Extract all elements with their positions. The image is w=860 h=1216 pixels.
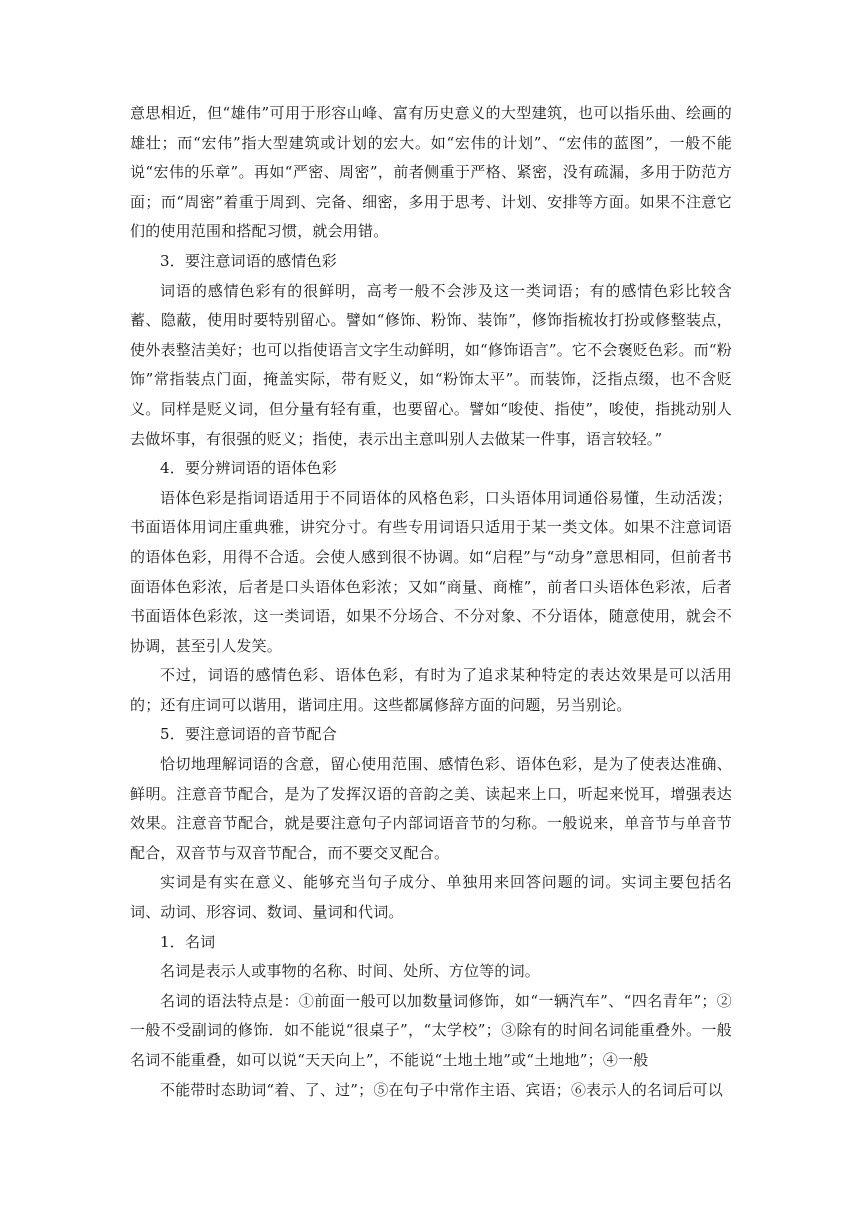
paragraph-content-words: 实词是有实在意义、能够充当句子成分、单独用来回答问题的词。实词主要包括名词、动词、形容词、数词、量词和代词。 <box>130 873 732 922</box>
document-body <box>130 99 732 1105</box>
section-heading-nouns: 1．名词 <box>160 932 216 951</box>
paragraph-noun-grammar: 名词的语法特点是：①前面一般可以加数量词修饰，如“一辆汽车”、“四名青年”；②一般不受副词的修饰．如不能说“很桌子”，“太学校”；③除有的时间名词能重叠外。一般名词不能重叠，如可以说“天天向上”，不能说“土地土地”或“土地地”；④一般 <box>130 991 732 1069</box>
section-heading-syllable-matching: 5．要注意词语的音节配合 <box>160 725 337 744</box>
section-heading-emotional-color: 3．要注意词语的感情色彩 <box>160 251 337 270</box>
paragraph-syllable-matching: 恰切地理解词语的含意，留心使用范围、感情色彩、语体色彩，是为了使表达准确、鲜明。注意音节配合，是为了发挥汉语的音韵之美、读起来上口，听起来悦耳，增强表达效果。注意音节配合，就是要注意句子内部词语音节的匀称。一般说来，单音节与单音节配合，双音节与双音节配合，而不要交叉配合。 <box>130 755 732 862</box>
paragraph-register-color: 语体色彩是指词语适用于不同语体的风格色彩，口头语体用词通俗易懂，生动活泼；书面语体用词庄重典雅，讲究分寸。有些专用词语只适用于某一类文体。如果不注意词语的语体色彩，用得不合适。会使人感到很不协调。如“启程”与“动身”意思相同，但前者书面语体色彩浓，后者是口头语体色彩浓；又如“商量、商榷”，前者口头语体色彩浓，后者书面语体色彩浓，这一类词语，如果不分场合、不分对象、不分语体，随意使用，就会不协调，甚至引人发笑。 <box>130 488 732 655</box>
paragraph-continuation: 意思相近，但“雄伟”可用于形容山峰、富有历史意义的大型建筑，也可以指乐曲、绘画的雄壮；而“宏伟”指大型建筑或计划的宏大。如“宏伟的计划”、“宏伟的蓝图”，一般不能说“宏伟的乐章”。再如“严密、周密”，前者侧重于严格、紧密，没有疏漏，多用于防范方面；而“周密”着重于周到、完备、细密，多用于思考、计划、安排等方面。如果不注意它们的使用范围和搭配习惯，就会用错。 <box>130 104 732 241</box>
section-heading-register-color: 4．要分辨词语的语体色彩 <box>160 459 337 478</box>
paragraph-emotional-color: 词语的感情色彩有的很鲜明，高考一般不会涉及这一类词语；有的感情色彩比较含蓄、隐蔽，使用时要特别留心。譬如“修饰、粉饰、装饰”，修饰指梳妆打扮或修整装点，使外表整洁美好；也可以指使语言文字生动鲜明，如“修饰语言”。它不会褒贬色彩。而“粉饰”常指装点门面，掩盖实际，带有贬义，如“粉饰太平”。而装饰，泛指点缀，也不含贬义。同样是贬义词，但分量有轻有重，也要留心。譬如“唆使、指使”，唆使，指挑动别人去做坏事，有很强的贬义；指使，表示出主意叫别人去做某一件事，语言较轻。” <box>130 281 732 448</box>
paragraph-flexible-use: 不过，词语的感情色彩、语体色彩，有时为了追求某种特定的表达效果是可以活用的；还有庄词可以谐用，谐词庄用。这些都属修辞方面的问题，另当别论。 <box>130 666 732 714</box>
paragraph-noun-grammar-continued: 不能带时态助词“着、了、过”；⑤在句子中常作主语、宾语；⑥表示人的名词后可以 <box>160 1080 723 1099</box>
paragraph-noun-definition: 名词是表示人或事物的名称、时间、处所、方位等的词。 <box>160 962 541 981</box>
